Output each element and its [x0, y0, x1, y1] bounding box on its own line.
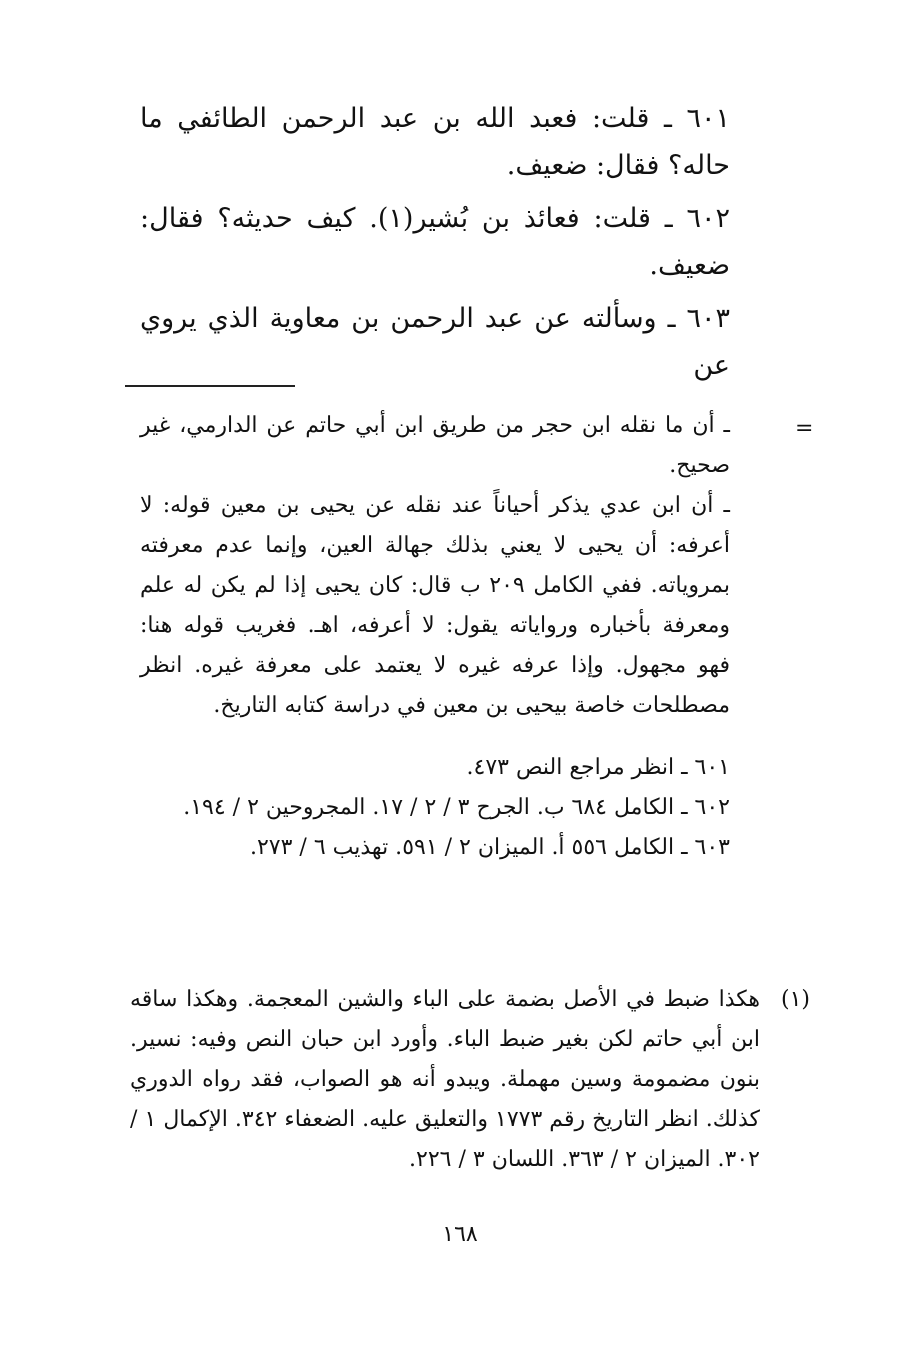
continuation-mark: = — [795, 416, 814, 441]
footnote-text: هكذا ضبط في الأصل بضمة على الباء والشين المعجمة. وهكذا ساقه ابن أبي حاتم لكن بغير ضبط الباء. وأورد ابن حبان النص وفيه: نسير. بنون مضمومة وسين مهملة. ويبدو أنه هو الصواب، فقد رواه الدوري كذلك. انظر التاريخ رقم ١٧٧٣ والتعليق عليه. الضعفاء ٣٤٢. الإكمال ١ / ٣٠٢. الميزان ٢ / ٣٦٣. اللسان ٣ / ٢٢٦. — [130, 987, 760, 1172]
reference-603: ٦٠٣ ـ الكامل ٥٥٦ أ. الميزان ٢ / ٥٩١. تهذيب ٦ / ٢٧٣. — [249, 835, 730, 860]
note-item: ـ أن ما نقله ابن حجر من طريق ابن أبي حاتم عن الدارمي، غير صحيح. — [140, 413, 730, 478]
reference-602: ٦٠٢ ـ الكامل ٦٨٤ ب. الجرح ٣ / ٢ / ١٧. المجروحين ٢ / ١٩٤. — [183, 795, 730, 820]
entry-603: ٦٠٣ ـ وسألته عن عبد الرحمن بن معاوية الذي يروي عن — [140, 303, 730, 381]
note-item: ـ أن ابن عدي يذكر أحياناً عند نقله عن يحيى بن معين قوله: لا أعرفه: أن يحيى لا يعني بذلك جهالة العين، وإنما عدم معرفته بمروياته. ففي الكامل ٢٠٩ ب قال: كان يحيى إذا لم يكن له علم ومعرفة بأخباره ورواياته يقول: لا أعرفه، اهـ. فغريب قوله هنا: فهو مجهول. وإذا عرفه غيره لا يعتمد على معرفة غيره. انظر مصطلحات خاصة بيحيى بن معين في دراسة كتابه التاريخ. — [140, 493, 730, 718]
entry-601: ٦٠١ ـ قلت: فعبد الله بن عبد الرحمن الطائفي ما حاله؟ فقال: ضعيف. — [140, 103, 730, 181]
reference-601: ٦٠١ ـ انظر مراجع النص ٤٧٣. — [466, 755, 730, 780]
references-section — [140, 748, 730, 868]
entry-602: ٦٠٢ ـ قلت: فعائذ بن بُشير(١). كيف حديثه؟ فقال: ضعيف. — [140, 203, 731, 281]
main-text — [140, 95, 730, 395]
footnote-1 — [130, 980, 810, 1180]
footnote-number: (١) — [780, 987, 810, 1012]
page-number: ١٦٨ — [442, 1222, 478, 1247]
footnote-separator — [125, 385, 295, 387]
notes-section — [140, 406, 730, 726]
